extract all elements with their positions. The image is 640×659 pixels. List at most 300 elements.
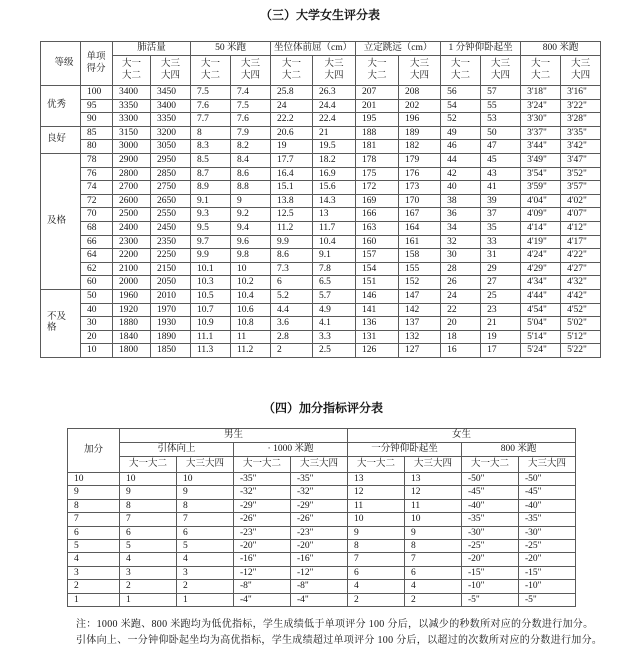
value-cell: 56	[441, 86, 481, 100]
value-cell: 8.8	[231, 181, 271, 195]
table-row	[41, 140, 601, 154]
value-cell: 24	[271, 99, 313, 113]
event-header-sit-and-reach: 坐位体前屈（cm）	[271, 42, 356, 56]
column-subheader	[561, 56, 601, 86]
value-cell: 2500	[113, 208, 151, 222]
score-cell: 80	[81, 140, 113, 154]
value-cell: 3'28"	[561, 113, 601, 127]
event-header-800m-run: 800 米跑	[462, 443, 576, 457]
table-row	[41, 113, 601, 127]
value-cell: 152	[399, 276, 441, 290]
grade-label: 良好	[47, 134, 67, 145]
column-subheader	[399, 56, 441, 86]
value-cell: 10	[348, 513, 405, 526]
value-cell: -29"	[234, 499, 291, 512]
value-cell: 189	[399, 126, 441, 140]
value-cell: -40"	[462, 499, 519, 512]
value-cell: 22.4	[313, 113, 356, 127]
value-cell: -26"	[234, 513, 291, 526]
value-cell: -4"	[291, 593, 348, 606]
value-cell: 2300	[113, 235, 151, 249]
value-cell: 2050	[151, 276, 191, 290]
value-cell: 4'52"	[561, 303, 601, 317]
value-cell: 8.6	[271, 249, 313, 263]
value-cell: -20"	[519, 553, 576, 566]
value-cell: 4'12"	[561, 221, 601, 235]
value-cell: 181	[356, 140, 399, 154]
value-cell: 4'32"	[561, 276, 601, 290]
value-cell: -10"	[462, 580, 519, 593]
value-cell: 17.7	[271, 153, 313, 167]
value-cell: 2250	[151, 249, 191, 263]
bonus-points-cell: 5	[68, 540, 120, 553]
value-cell: 4.1	[313, 317, 356, 331]
value-cell: 10	[177, 473, 234, 486]
value-cell: 4'44"	[521, 289, 561, 303]
value-cell: 4'24"	[521, 249, 561, 263]
value-cell: -20"	[291, 540, 348, 553]
value-cell: 176	[399, 167, 441, 181]
bonus-points-cell: 1	[68, 593, 120, 606]
value-cell: -12"	[291, 566, 348, 579]
table-body	[68, 473, 576, 607]
value-cell: -40"	[519, 499, 576, 512]
score-cell: 90	[81, 113, 113, 127]
header-row	[68, 443, 576, 457]
value-cell: 1850	[151, 344, 191, 358]
event-header-800m-run: 800 米跑	[521, 42, 601, 56]
subheader-label: 大三大四	[160, 59, 180, 81]
value-cell: 2850	[151, 167, 191, 181]
header-row	[41, 42, 601, 56]
value-cell: 2600	[113, 194, 151, 208]
value-cell: 42	[441, 167, 481, 181]
score-cell: 76	[81, 167, 113, 181]
value-cell: 18.2	[313, 153, 356, 167]
value-cell: 178	[356, 153, 399, 167]
value-cell: -25"	[519, 540, 576, 553]
value-cell: 9	[120, 486, 177, 499]
table-row	[68, 580, 576, 593]
value-cell: 20.6	[271, 126, 313, 140]
subheader-row	[41, 56, 601, 86]
value-cell: 22	[441, 303, 481, 317]
value-cell: -15"	[519, 566, 576, 579]
value-cell: 2010	[151, 289, 191, 303]
value-cell: 11.7	[313, 221, 356, 235]
score-cell: 68	[81, 221, 113, 235]
value-cell: 2900	[113, 153, 151, 167]
value-cell: 142	[399, 303, 441, 317]
value-cell: 4'04"	[521, 194, 561, 208]
value-cell: 24.4	[313, 99, 356, 113]
value-cell: 6	[177, 526, 234, 539]
value-cell: 43	[481, 167, 521, 181]
value-cell: -26"	[291, 513, 348, 526]
value-cell: -29"	[291, 499, 348, 512]
value-cell: 5.7	[313, 289, 356, 303]
value-cell: 53	[481, 113, 521, 127]
table-row	[68, 513, 576, 526]
value-cell: 10	[231, 262, 271, 276]
column-subheader	[313, 56, 356, 86]
table-row	[68, 526, 576, 539]
value-cell: 132	[399, 330, 441, 344]
value-cell: -30"	[462, 526, 519, 539]
value-cell: 25	[481, 289, 521, 303]
value-cell: 54	[441, 99, 481, 113]
value-cell: -20"	[462, 553, 519, 566]
value-cell: -16"	[234, 553, 291, 566]
value-cell: 169	[356, 194, 399, 208]
value-cell: 1	[177, 593, 234, 606]
bonus-points-cell: 9	[68, 486, 120, 499]
score-cell: 85	[81, 126, 113, 140]
value-cell: 11.2	[231, 344, 271, 358]
grade-label: 及格	[47, 215, 67, 226]
table-header	[68, 429, 576, 473]
value-cell: 7.5	[191, 86, 231, 100]
footnote-line: 注：1000 米跑、800 米跑均为低优指标，学生成绩低于单项评分 100 分后，以减少的秒数所对应的分数进行加分。	[76, 619, 594, 630]
value-cell: 9.3	[191, 208, 231, 222]
value-cell: 175	[356, 167, 399, 181]
value-cell: 4	[405, 580, 462, 593]
value-cell: 4'29"	[521, 262, 561, 276]
value-cell: 11	[405, 499, 462, 512]
column-subheader	[191, 56, 231, 86]
bonus-table-title: （四）加分指标评分表	[262, 401, 383, 415]
value-cell: 7.4	[231, 86, 271, 100]
value-cell: 5'22"	[561, 344, 601, 358]
value-cell: -30"	[519, 526, 576, 539]
value-cell: 3200	[151, 126, 191, 140]
score-cell: 62	[81, 262, 113, 276]
value-cell: 1800	[113, 344, 151, 358]
event-header-sit-ups: 一分钟仰卧起坐	[348, 443, 462, 457]
value-cell: 57	[481, 86, 521, 100]
subheader-label: 大三大四	[241, 59, 261, 81]
value-cell: 32	[441, 235, 481, 249]
value-cell: 2.8	[271, 330, 313, 344]
value-cell: 20	[441, 317, 481, 331]
subheader-label: 大三大四	[324, 59, 344, 81]
value-cell: 28	[441, 262, 481, 276]
value-cell: 160	[356, 235, 399, 249]
value-cell: 13	[405, 473, 462, 486]
table-row	[41, 276, 601, 290]
value-cell: 10	[120, 473, 177, 486]
value-cell: 2950	[151, 153, 191, 167]
female-table-title: （三）大学女生评分表	[259, 8, 380, 22]
value-cell: 10.5	[191, 289, 231, 303]
value-cell: -35"	[291, 473, 348, 486]
value-cell: 21	[481, 317, 521, 331]
event-header-standing-long-jump: 立定跳远（cm）	[356, 42, 441, 56]
value-cell: 18	[441, 330, 481, 344]
table-row	[41, 262, 601, 276]
value-cell: 4'02"	[561, 194, 601, 208]
value-cell: 6	[405, 566, 462, 579]
table-row	[41, 289, 601, 303]
value-cell: 26.3	[313, 86, 356, 100]
bonus-points-cell: 2	[68, 580, 120, 593]
bonus-points-header: 加分	[68, 429, 120, 473]
value-cell: 2200	[113, 249, 151, 263]
value-cell: 3450	[151, 86, 191, 100]
event-header-sit-ups: 1 分钟仰卧起坐	[441, 42, 521, 56]
value-cell: 7.5	[231, 99, 271, 113]
value-cell: 25.8	[271, 86, 313, 100]
value-cell: 6	[120, 526, 177, 539]
score-column-header	[81, 42, 113, 86]
footnote	[76, 617, 602, 649]
value-cell: 4	[120, 553, 177, 566]
value-cell: 8	[405, 540, 462, 553]
value-cell: 2	[271, 344, 313, 358]
value-cell: 3'57"	[561, 181, 601, 195]
value-cell: 1	[120, 593, 177, 606]
value-cell: 11.2	[271, 221, 313, 235]
value-cell: 196	[399, 113, 441, 127]
table-row	[41, 194, 601, 208]
value-cell: 2650	[151, 194, 191, 208]
value-cell: 1880	[113, 317, 151, 331]
value-cell: 126	[356, 344, 399, 358]
value-cell: 11.1	[191, 330, 231, 344]
value-cell: 9.2	[231, 208, 271, 222]
column-subheader: 大一大二	[462, 457, 519, 473]
bonus-points-cell: 6	[68, 526, 120, 539]
value-cell: 4.4	[271, 303, 313, 317]
value-cell: -50"	[519, 473, 576, 486]
value-cell: 12.5	[271, 208, 313, 222]
value-cell: 34	[441, 221, 481, 235]
value-cell: 45	[481, 153, 521, 167]
value-cell: 147	[399, 289, 441, 303]
value-cell: -8"	[234, 580, 291, 593]
value-cell: 4'14"	[521, 221, 561, 235]
table-row	[68, 566, 576, 579]
value-cell: 170	[399, 194, 441, 208]
event-header-vital-capacity: 肺活量	[113, 42, 191, 56]
value-cell: -16"	[291, 553, 348, 566]
value-cell: -20"	[234, 540, 291, 553]
value-cell: 2450	[151, 221, 191, 235]
footnote-line: 引体向上、一分钟仰卧起坐均为高优指标，学生成绩超过单项评分 100 分后，以超过的次数所对应的分数进行加分。	[76, 635, 603, 646]
value-cell: 11.3	[191, 344, 231, 358]
value-cell: 7.6	[191, 99, 231, 113]
subheader-label: 大三大四	[491, 59, 511, 81]
value-cell: 33	[481, 235, 521, 249]
value-cell: 3'37"	[521, 126, 561, 140]
column-subheader: 大一大二	[120, 457, 177, 473]
value-cell: 9	[231, 194, 271, 208]
value-cell: 16.4	[271, 167, 313, 181]
value-cell: 8	[120, 499, 177, 512]
value-cell: 9	[405, 526, 462, 539]
bonus-points-cell: 4	[68, 553, 120, 566]
value-cell: 4.9	[313, 303, 356, 317]
value-cell: -5"	[462, 593, 519, 606]
value-cell: 26	[441, 276, 481, 290]
value-cell: 3350	[151, 113, 191, 127]
value-cell: 166	[356, 208, 399, 222]
table-row	[68, 593, 576, 606]
value-cell: 4'09"	[521, 208, 561, 222]
value-cell: 4'17"	[561, 235, 601, 249]
value-cell: 1960	[113, 289, 151, 303]
value-cell: 37	[481, 208, 521, 222]
value-cell: 6.5	[313, 276, 356, 290]
female-score-table	[40, 41, 601, 358]
value-cell: 4'42"	[561, 289, 601, 303]
subheader-label: 大一大二	[121, 59, 141, 81]
table-row	[41, 126, 601, 140]
value-cell: 19	[271, 140, 313, 154]
value-cell: 4'34"	[521, 276, 561, 290]
value-cell: 7.8	[313, 262, 356, 276]
value-cell: 7	[120, 513, 177, 526]
bonus-points-cell: 10	[68, 473, 120, 486]
value-cell: 5	[120, 540, 177, 553]
table-row	[41, 99, 601, 113]
value-cell: 13	[348, 473, 405, 486]
value-cell: 2800	[113, 167, 151, 181]
event-header-pull-ups: 引体向上	[120, 443, 234, 457]
value-cell: 1890	[151, 330, 191, 344]
value-cell: 11	[231, 330, 271, 344]
value-cell: 161	[399, 235, 441, 249]
value-cell: 1920	[113, 303, 151, 317]
bonus-points-cell: 7	[68, 513, 120, 526]
table-header	[41, 42, 601, 86]
value-cell: 41	[481, 181, 521, 195]
value-cell: 3'35"	[561, 126, 601, 140]
gender-header-female: 女生	[348, 429, 576, 443]
value-cell: 3.6	[271, 317, 313, 331]
value-cell: 167	[399, 208, 441, 222]
value-cell: 10.4	[231, 289, 271, 303]
value-cell: 5'14"	[521, 330, 561, 344]
bonus-score-table	[67, 428, 576, 607]
value-cell: 7	[405, 553, 462, 566]
value-cell: 158	[399, 249, 441, 263]
value-cell: 3050	[151, 140, 191, 154]
value-cell: 15.6	[313, 181, 356, 195]
value-cell: 10.2	[231, 276, 271, 290]
value-cell: -35"	[519, 513, 576, 526]
value-cell: -50"	[462, 473, 519, 486]
value-cell: 9.4	[231, 221, 271, 235]
value-cell: 3'52"	[561, 167, 601, 181]
value-cell: 137	[399, 317, 441, 331]
value-cell: 3400	[151, 99, 191, 113]
column-subheader	[441, 56, 481, 86]
value-cell: 10.6	[231, 303, 271, 317]
table-row	[41, 153, 601, 167]
value-cell: 10.3	[191, 276, 231, 290]
value-cell: 208	[399, 86, 441, 100]
table-row	[68, 553, 576, 566]
score-cell: 20	[81, 330, 113, 344]
value-cell: 3'47"	[561, 153, 601, 167]
column-subheader: 大三大四	[519, 457, 576, 473]
value-cell: 4	[177, 553, 234, 566]
value-cell: 164	[399, 221, 441, 235]
value-cell: 19	[481, 330, 521, 344]
value-cell: 1840	[113, 330, 151, 344]
value-cell: 4'19"	[521, 235, 561, 249]
value-cell: 44	[441, 153, 481, 167]
value-cell: 172	[356, 181, 399, 195]
value-cell: 2	[177, 580, 234, 593]
value-cell: 10.9	[191, 317, 231, 331]
value-cell: 5'02"	[561, 317, 601, 331]
value-cell: 1970	[151, 303, 191, 317]
grade-cell	[41, 153, 81, 289]
value-cell: 22.2	[271, 113, 313, 127]
value-cell: 38	[441, 194, 481, 208]
subheader-row	[68, 457, 576, 473]
value-cell: 27	[481, 276, 521, 290]
value-cell: 3'24"	[521, 99, 561, 113]
value-cell: 2.5	[313, 344, 356, 358]
value-cell: 163	[356, 221, 399, 235]
value-cell: 7.6	[231, 113, 271, 127]
value-cell: 4'22"	[561, 249, 601, 263]
value-cell: 36	[441, 208, 481, 222]
table-row	[68, 540, 576, 553]
value-cell: -32"	[234, 486, 291, 499]
value-cell: 12	[405, 486, 462, 499]
value-cell: 46	[441, 140, 481, 154]
column-subheader: 大三大四	[291, 457, 348, 473]
value-cell: 2000	[113, 276, 151, 290]
value-cell: 136	[356, 317, 399, 331]
value-cell: 3	[120, 566, 177, 579]
value-cell: 5'04"	[521, 317, 561, 331]
value-cell: -4"	[234, 593, 291, 606]
value-cell: 10.4	[313, 235, 356, 249]
column-subheader: 大一大二	[234, 457, 291, 473]
value-cell: 14.3	[313, 194, 356, 208]
value-cell: 154	[356, 262, 399, 276]
value-cell: 3300	[113, 113, 151, 127]
table-row	[68, 499, 576, 512]
table-row	[41, 167, 601, 181]
value-cell: 3'54"	[521, 167, 561, 181]
value-cell: 3.3	[313, 330, 356, 344]
score-cell: 70	[81, 208, 113, 222]
value-cell: 6	[348, 566, 405, 579]
value-cell: 8.6	[231, 167, 271, 181]
value-cell: 3'22"	[561, 99, 601, 113]
bonus-points-cell: 3	[68, 566, 120, 579]
value-cell: 9.9	[191, 249, 231, 263]
value-cell: -32"	[291, 486, 348, 499]
value-cell: 8	[348, 540, 405, 553]
value-cell: 7.9	[231, 126, 271, 140]
value-cell: 8.4	[231, 153, 271, 167]
grade-label: 不及格	[47, 311, 67, 334]
column-subheader: 大一大二	[348, 457, 405, 473]
column-subheader: 大三大四	[405, 457, 462, 473]
value-cell: 2700	[113, 181, 151, 195]
value-cell: 16	[441, 344, 481, 358]
value-cell: 5'24"	[521, 344, 561, 358]
grade-cell	[41, 126, 81, 153]
column-subheader: 大三大四	[177, 457, 234, 473]
